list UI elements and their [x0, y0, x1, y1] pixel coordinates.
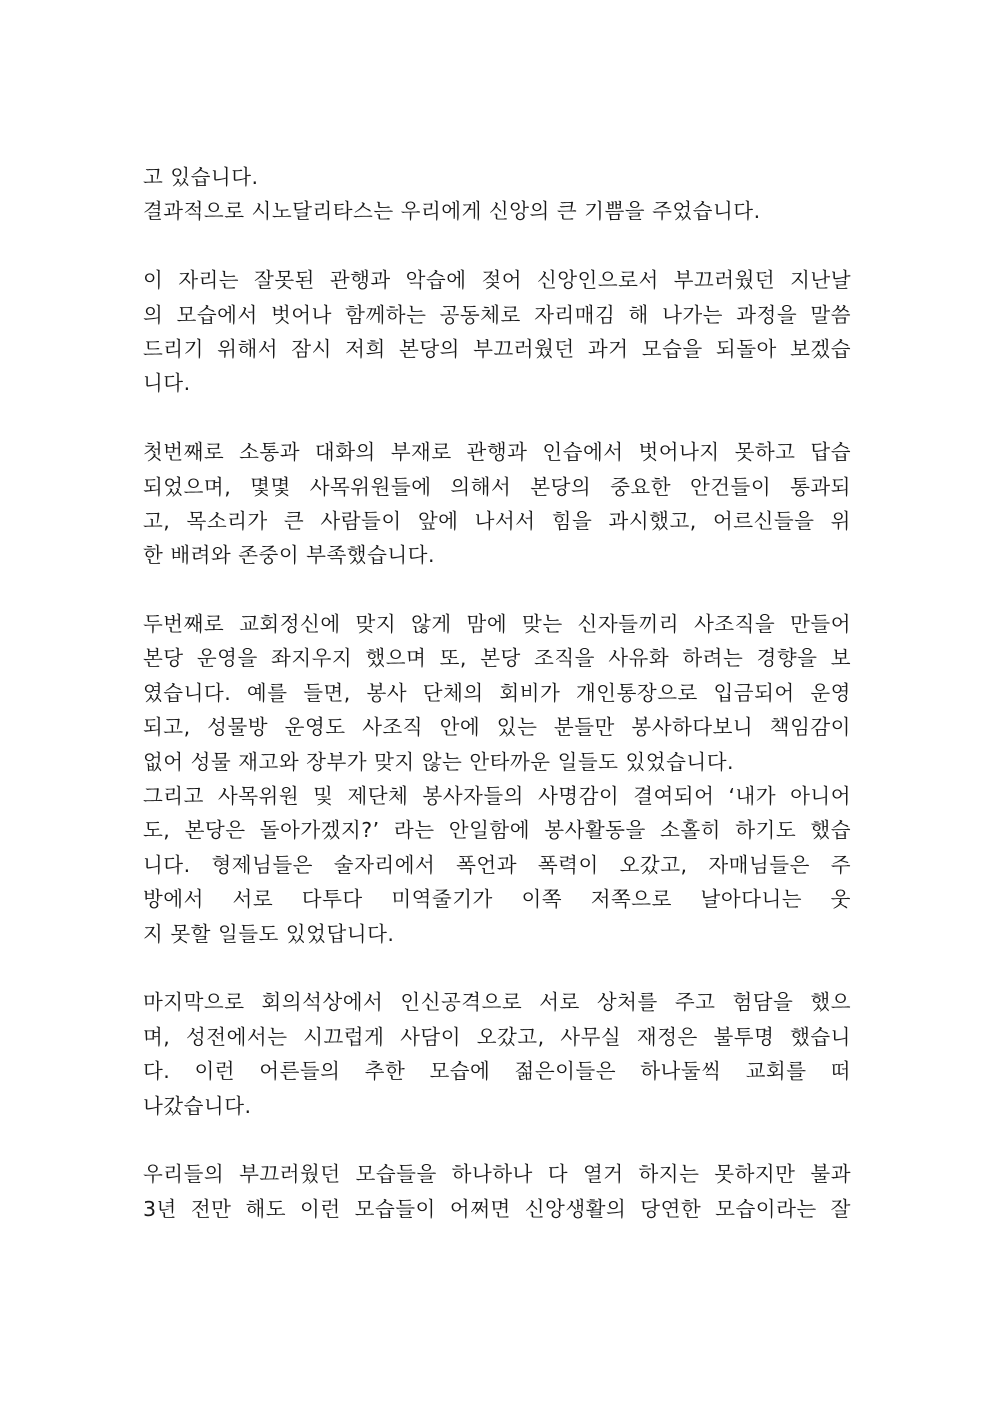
text-line: 방에서 서로 다투다 미역줄기가 이쪽 저쪽으로 날아다니는 웃: [143, 887, 851, 912]
text-line: 다. 이런 어른들의 추한 모습에 젊은이들은 하나둘씩 교회를 떠: [143, 1059, 851, 1084]
text-line: 이 자리는 잘못된 관행과 악습에 젖어 신앙인으로서 부끄러웠던 지난날: [143, 268, 851, 293]
paragraph-gap: [143, 573, 851, 607]
paragraph-2: [143, 263, 851, 401]
text-line: 였습니다. 예를 들면, 봉사 단체의 회비가 개인통장으로 입금되어 운영: [143, 680, 851, 705]
text-line: 마지막으로 회의석상에서 인신공격으로 서로 상처를 주고 험담을 했으: [143, 990, 851, 1015]
paragraph-1: [143, 160, 851, 229]
text-line: 결과적으로 시노달리타스는 우리에게 신앙의 큰 기쁨을 주었습니다.: [143, 199, 761, 224]
paragraph-4: [143, 607, 851, 951]
text-line: 3년 전만 해도 이런 모습들이 어쩌면 신앙생활의 당연한 모습이라는 잘: [143, 1196, 851, 1221]
text-line: 도, 본당은 돌아가겠지?’ 라는 안일함에 봉사활동을 소홀히 하기도 했습: [143, 818, 851, 843]
text-line: 첫번째로 소통과 대화의 부재로 관행과 인습에서 벗어나지 못하고 답습: [143, 440, 851, 465]
text-line: 그리고 사목위원 및 제단체 봉사자들의 사명감이 결여되어 ‘내가 아니어: [143, 784, 851, 809]
text-line: 고 있습니다.: [143, 165, 259, 189]
text-line: 없어 성물 재고와 장부가 맞지 않는 안타까운 일들도 있었습니다.: [143, 749, 735, 774]
text-line: 며, 성전에서는 시끄럽게 사담이 오갔고, 사무실 재정은 불투명 했습니: [143, 1024, 851, 1049]
text-line: 되었으며, 몇몇 사목위원들에 의해서 본당의 중요한 안건들이 통과되: [143, 474, 851, 499]
paragraph-gap: [143, 1123, 851, 1157]
text-line: 두번째로 교회정신에 맞지 않게 맘에 맞는 신자들끼리 사조직을 만들어: [143, 612, 851, 637]
text-line: 고, 목소리가 큰 사람들이 앞에 나서서 힘을 과시했고, 어르신들을 위: [143, 508, 851, 533]
text-line: 드리기 위해서 잠시 저희 본당의 부끄러웠던 과거 모습을 되돌아 보겠습: [143, 336, 851, 361]
text-line: 지 못할 일들도 있었답니다.: [143, 921, 395, 946]
text-line: 본당 운영을 좌지우지 했으며 또, 본당 조직을 사유화 하려는 경향을 보: [143, 646, 851, 671]
text-line: 니다.: [143, 371, 191, 396]
paragraph-5: [143, 985, 851, 1123]
paragraph-3: [143, 435, 851, 573]
paragraph-gap: [143, 401, 851, 435]
paragraph-6: [143, 1157, 851, 1226]
document-body: [143, 160, 851, 1226]
paragraph-gap: [143, 229, 851, 263]
text-line: 의 모습에서 벗어나 함께하는 공동체로 자리매김 해 나가는 과정을 말씀: [143, 302, 851, 327]
text-line: 되고, 성물방 운영도 사조직 안에 있는 분들만 봉사하다보니 책임감이: [143, 715, 851, 740]
text-line: 한 배려와 존중이 부족했습니다.: [143, 543, 436, 568]
paragraph-gap: [143, 951, 851, 985]
text-line: 나갔습니다.: [143, 1093, 252, 1118]
text-line: 우리들의 부끄러웠던 모습들을 하나하나 다 열거 하지는 못하지만 불과: [143, 1162, 851, 1187]
text-line: 니다. 형제님들은 술자리에서 폭언과 폭력이 오갔고, 자매님들은 주: [143, 852, 851, 877]
